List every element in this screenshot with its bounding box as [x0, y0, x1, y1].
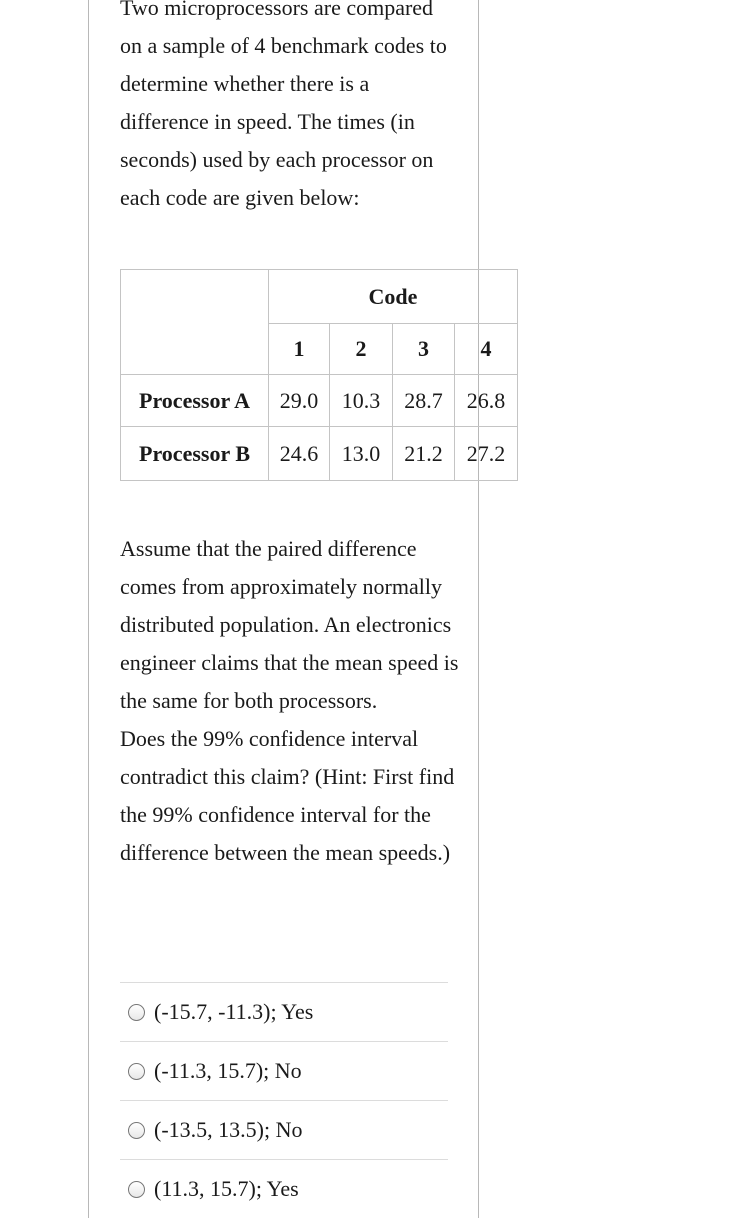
code-header-3: 3	[393, 324, 455, 375]
table-cell: 26.8	[455, 375, 518, 427]
left-border-line	[88, 0, 89, 1218]
question-block	[120, 530, 460, 872]
radio-button-icon[interactable]	[128, 1122, 145, 1139]
answer-option-label: (-15.7, -11.3); Yes	[154, 999, 314, 1024]
question-prompt: Does the 99% confidence interval contradict this claim? (Hint: First find the 99% confidence interval for the difference between the mean speeds.)	[120, 726, 455, 865]
table-row	[121, 427, 518, 481]
table-cell: 29.0	[269, 375, 330, 427]
table-cell: 24.6	[269, 427, 330, 481]
benchmark-table	[120, 269, 518, 481]
answer-option-label: (-11.3, 15.7); No	[154, 1058, 302, 1083]
table-row	[121, 375, 518, 427]
code-group-header: Code	[269, 270, 518, 324]
answer-option-1[interactable]	[120, 982, 448, 1041]
table-cell: 28.7	[393, 375, 455, 427]
intro-text: Two microprocessors are compared on a sample of 4 benchmark codes to determine whether there is a difference in speed. The times (in seconds) used by each processor on each code are given below:	[120, 0, 447, 210]
answer-option-2[interactable]	[120, 1041, 448, 1100]
answer-option-3[interactable]	[120, 1100, 448, 1159]
table-cell: 27.2	[455, 427, 518, 481]
answer-option-4[interactable]	[120, 1159, 448, 1218]
answer-option-label: (-13.5, 13.5); No	[154, 1117, 303, 1142]
code-header-2: 2	[330, 324, 393, 375]
table-cell: 10.3	[330, 375, 393, 427]
code-header-1: 1	[269, 324, 330, 375]
row-label-processor-b: Processor B	[121, 427, 269, 481]
answer-options	[120, 982, 448, 1218]
table-corner-cell	[121, 270, 269, 375]
radio-button-icon[interactable]	[128, 1063, 145, 1080]
row-label-processor-a: Processor A	[121, 375, 269, 427]
benchmark-table-container	[120, 269, 518, 481]
radio-button-icon[interactable]	[128, 1004, 145, 1021]
table-cell: 13.0	[330, 427, 393, 481]
assumption-text: Assume that the paired difference comes from approximately normally distributed population. An electronics engineer claims that the mean speed is the same for both processors.	[120, 536, 459, 713]
right-border-line	[478, 0, 479, 1218]
radio-button-icon[interactable]	[128, 1181, 145, 1198]
table-cell: 21.2	[393, 427, 455, 481]
table-header-row	[121, 270, 518, 324]
code-header-4: 4	[455, 324, 518, 375]
answer-option-label: (11.3, 15.7); Yes	[154, 1176, 299, 1201]
